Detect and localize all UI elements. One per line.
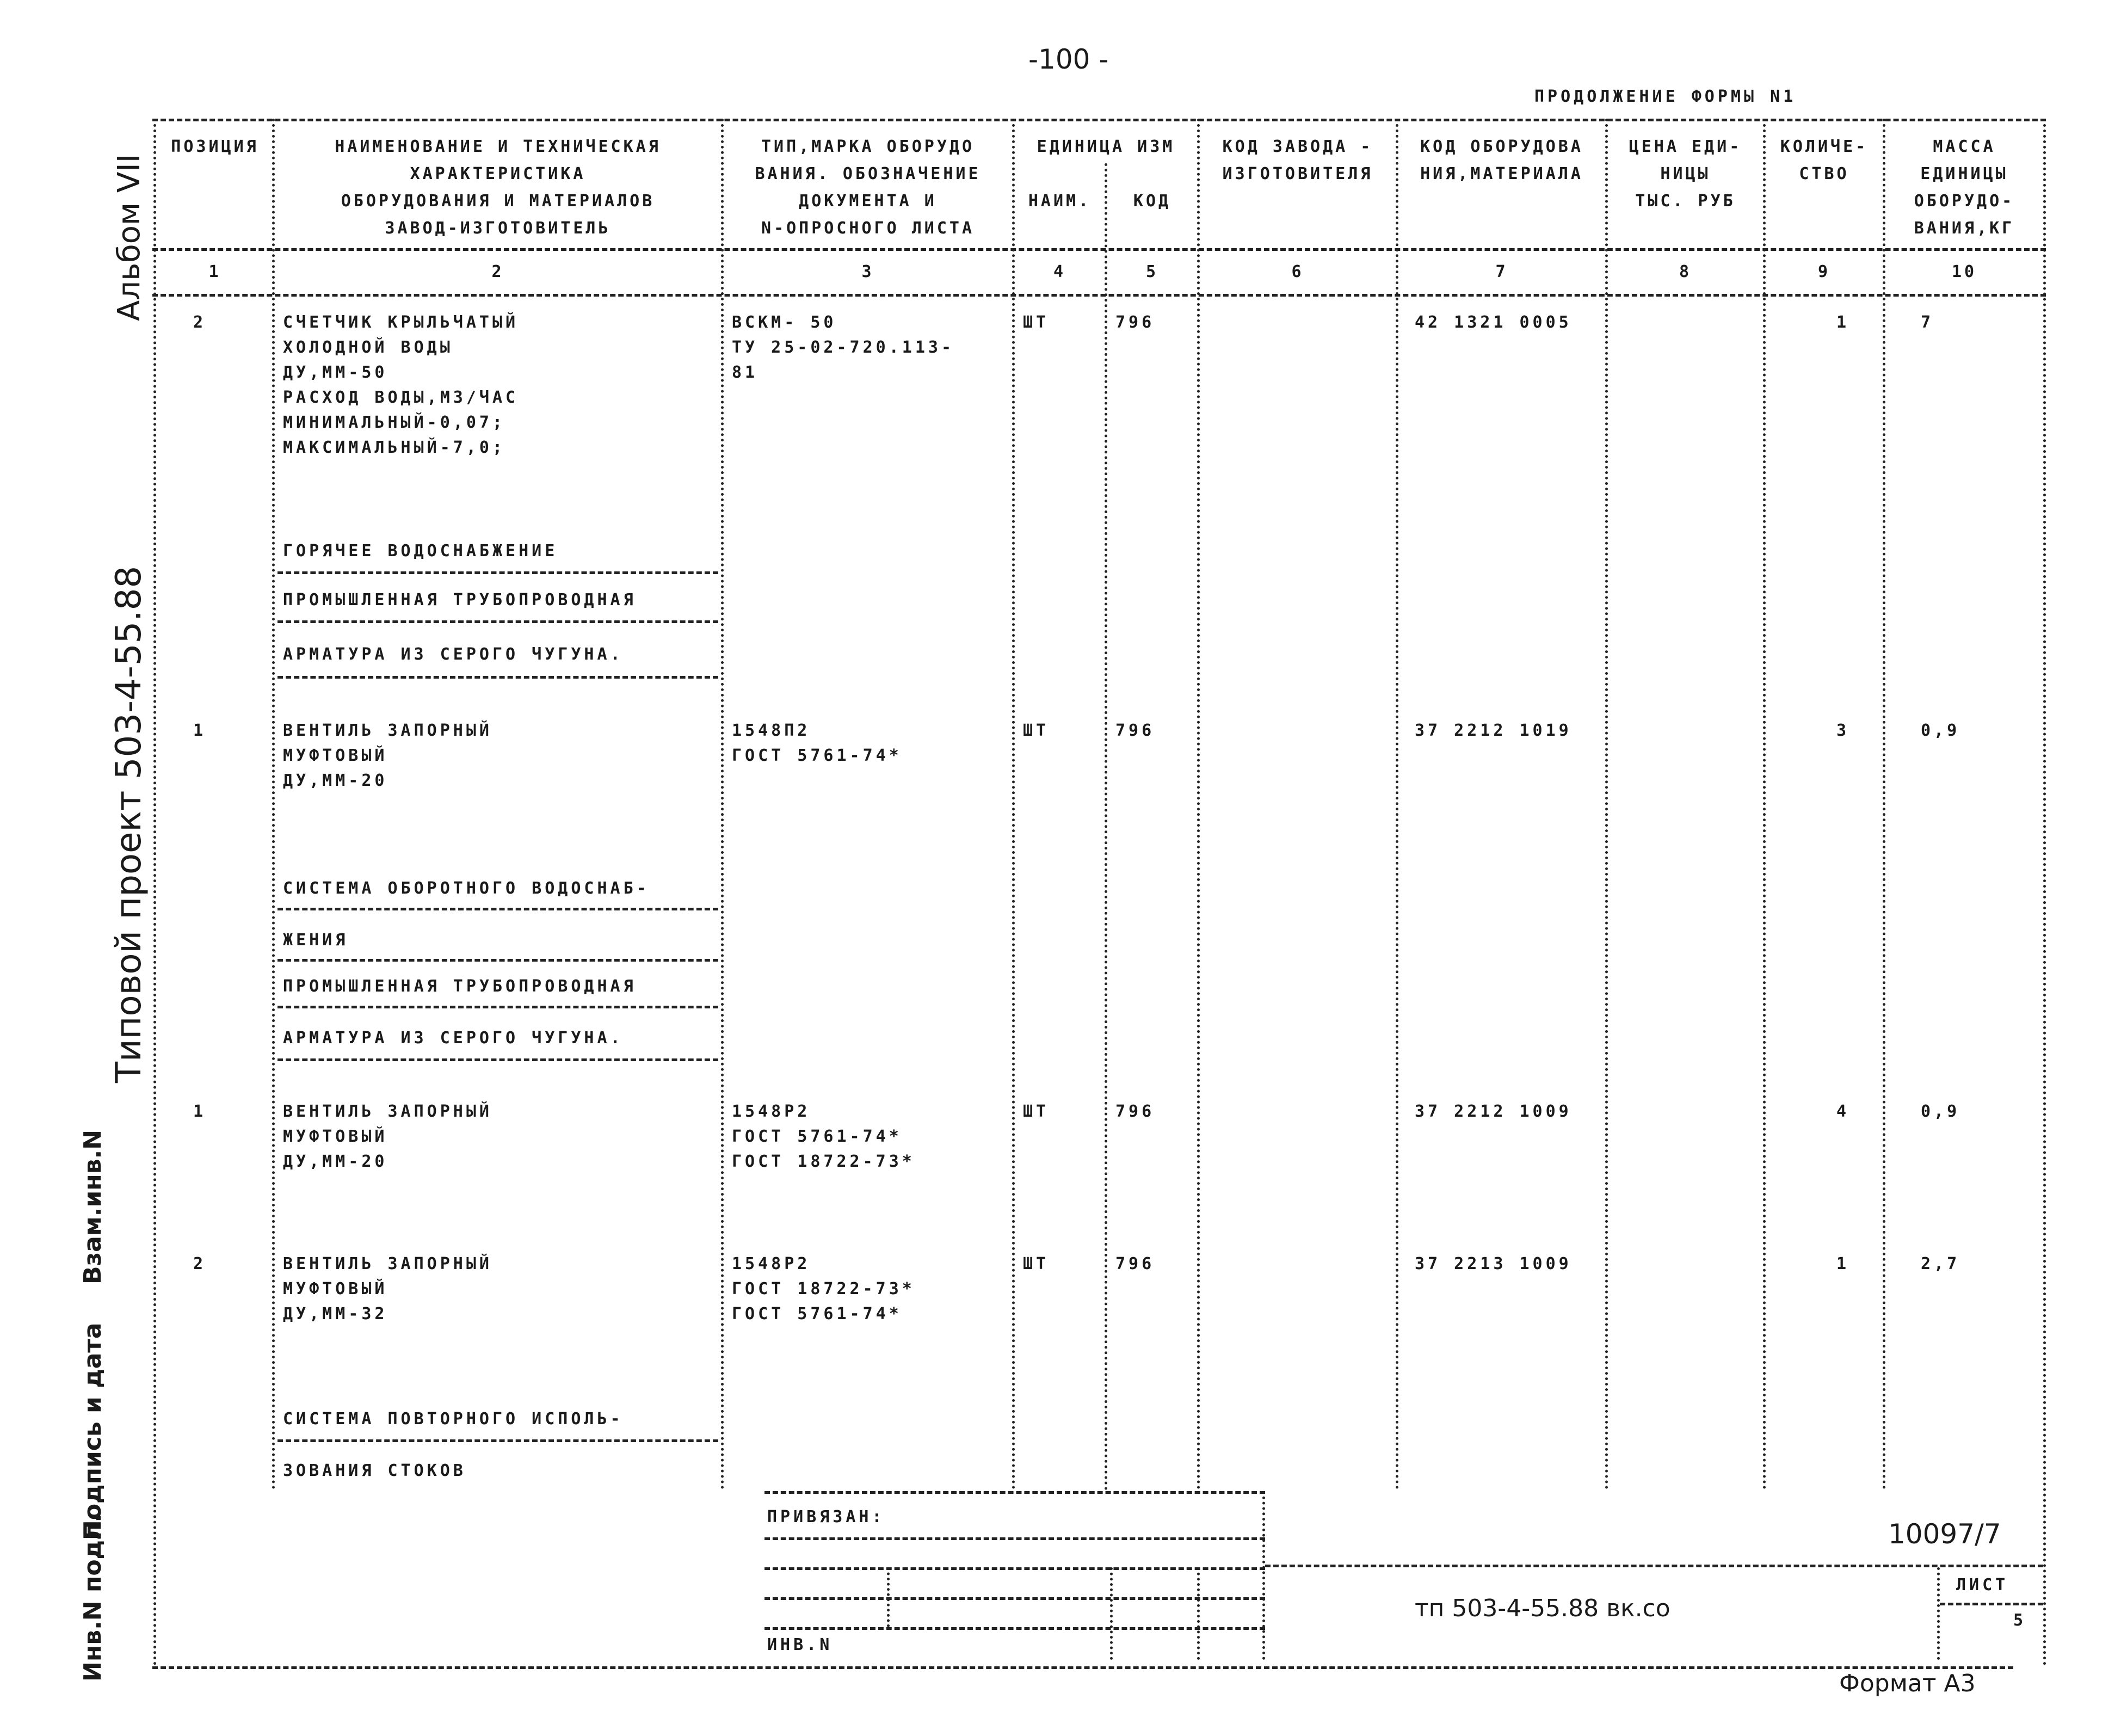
header-bottom <box>152 248 2046 251</box>
section-recycling: СИСТЕМА ОБОРОТНОГО ВОДОСНАБ- <box>283 879 650 898</box>
section-divider <box>278 1006 718 1008</box>
header-factory-code: КОД ЗАВОДА - ИЗГОТОВИТЕЛЯ <box>1222 137 1373 183</box>
item-type-line: ТУ 25-02-720.113- <box>732 338 955 357</box>
item-pos: 1 <box>193 1102 207 1121</box>
stamp-replace: Взам.инв.N <box>79 1129 107 1284</box>
header-price: ЦЕНА ЕДИ- НИЦЫ ТЫС. РУБ <box>1629 137 1742 211</box>
header-name: НАИМЕНОВАНИЕ И ТЕХНИЧЕСКАЯ ХАРАКТЕРИСТИКА ОБОРУДОВАНИЯ И МАТЕРИАЛОВ ЗАВОД-ИЗГОТОВИТЕЛЬ <box>335 137 661 238</box>
colnum-6: 6 <box>1291 262 1304 281</box>
item-name-line: ДУ,ММ-20 <box>283 771 388 790</box>
item-mass: 0,9 <box>1921 1102 1960 1121</box>
project-label: Типовой проект 503-4-55.88 <box>109 565 149 1083</box>
linked-label: ПРИВЯЗАН: <box>767 1507 885 1526</box>
section-recycling-cont: ЖЕНИЯ <box>283 931 349 950</box>
colnum-1: 1 <box>208 262 221 281</box>
item-qty: 4 <box>1836 1102 1850 1121</box>
col-sep-1 <box>272 119 275 1490</box>
album-label: Альбом VII <box>112 153 147 321</box>
item-name-line: МАКСИМАЛЬНЫЙ-7,0; <box>283 438 506 457</box>
section-hot-water: ГОРЯЧЕЕ ВОДОСНАБЖЕНИЕ <box>283 541 558 561</box>
colnum-9: 9 <box>1817 262 1831 281</box>
item-type-line: 81 <box>732 363 759 382</box>
header-unit-code: КОД <box>1133 192 1172 211</box>
header-position: ПОЗИЦИЯ <box>171 137 259 156</box>
item-unit-code: 796 <box>1115 721 1155 740</box>
col-sep-7 <box>1605 119 1608 1490</box>
item-unit: ШТ <box>1023 721 1050 740</box>
format-label: Формат А3 <box>1839 1670 1976 1697</box>
title-block-wide <box>1265 1565 2043 1567</box>
section-divider <box>278 1439 718 1442</box>
section-divider <box>278 908 718 910</box>
section-divider <box>278 676 718 679</box>
item-qty: 1 <box>1836 1254 1850 1273</box>
item-name-line: СЧЕТЧИК КРЫЛЬЧАТЫЙ <box>283 313 519 332</box>
col-sep-8 <box>1763 119 1766 1490</box>
header-unit: ЕДИНИЦА ИЗМ <box>1037 137 1175 156</box>
item-name-line: ДУ,ММ-20 <box>283 1152 388 1171</box>
inv-label: ИНВ.N <box>767 1635 833 1654</box>
item-unit-code: 796 <box>1115 313 1155 332</box>
item-type-line: 1548П2 <box>732 721 811 740</box>
item-type-line: ГОСТ 18722-73* <box>732 1279 915 1298</box>
stamp-inv: Инв.N подл. <box>79 1513 107 1682</box>
item-mass: 0,9 <box>1921 721 1960 740</box>
item-type-line: 1548Р2 <box>732 1102 811 1121</box>
colnum-3: 3 <box>861 262 874 281</box>
item-type-line: ГОСТ 5761-74* <box>732 1304 902 1323</box>
section-armature: АРМАТУРА ИЗ СЕРОГО ЧУГУНА. <box>283 1029 624 1048</box>
item-name-line: ДУ,ММ-32 <box>283 1304 388 1323</box>
title-block-row <box>764 1567 1265 1570</box>
item-type-line: ГОСТ 5761-74* <box>732 746 902 765</box>
header-type: ТИП,МАРКА ОБОРУДО ВАНИЯ. ОБОЗНАЧЕНИЕ ДОКУМЕНТА И N-ОПРОСНОГО ЛИСТА <box>755 137 981 238</box>
item-equip-code: 37 2212 1019 <box>1415 721 1572 740</box>
sheet-number: 5 <box>2013 1611 2027 1630</box>
item-equip-code: 42 1321 0005 <box>1415 313 1572 332</box>
title-block-col <box>1197 1567 1200 1660</box>
section-divider <box>278 620 718 623</box>
sheet-sep <box>1937 1567 1940 1660</box>
colnum-2: 2 <box>491 262 504 281</box>
item-name-line: РАСХОД ВОДЫ,М3/ЧАС <box>283 388 519 407</box>
item-pos: 1 <box>193 721 207 740</box>
item-type-line: ВСКМ- 50 <box>732 313 837 332</box>
col-sep-6 <box>1396 119 1398 1490</box>
col-sep-3 <box>1012 119 1015 1490</box>
header-mass: МАССА ЕДИНИЦЫ ОБОРУДО- ВАНИЯ,КГ <box>1914 137 2015 238</box>
item-pos: 2 <box>193 1254 207 1273</box>
item-unit: ШТ <box>1023 1254 1050 1273</box>
section-reuse: СИСТЕМА ПОВТОРНОГО ИСПОЛЬ- <box>283 1409 624 1429</box>
colnum-4: 4 <box>1053 262 1066 281</box>
title-block-row <box>764 1627 1265 1630</box>
header-equip-code: КОД ОБОРУДОВА НИЯ,МАТЕРИАЛА <box>1420 137 1583 183</box>
col-sep-2 <box>721 119 724 1490</box>
sheet-label: ЛИСТ <box>1956 1575 2009 1595</box>
item-unit: ШТ <box>1023 313 1050 332</box>
title-block-top <box>764 1491 1265 1494</box>
doc-code: тп 503-4-55.88 вк.со <box>1415 1595 1670 1622</box>
item-unit: ШТ <box>1023 1102 1050 1121</box>
item-qty: 3 <box>1836 721 1850 740</box>
item-name-line: МУФТОВЫЙ <box>283 1279 388 1298</box>
frame-bottom <box>152 1666 2013 1669</box>
section-pipeline: ПРОМЫШЛЕННАЯ ТРУБОПРОВОДНАЯ <box>283 977 637 996</box>
item-name-line: ВЕНТИЛЬ ЗАПОРНЫЙ <box>283 1254 492 1273</box>
handwritten-number: 10097/7 <box>1888 1518 2001 1550</box>
item-qty: 1 <box>1836 313 1850 332</box>
title-block-col <box>1110 1567 1113 1660</box>
item-name-line: МИНИМАЛЬНЫЙ-0,07; <box>283 413 506 432</box>
colnum-7: 7 <box>1495 262 1508 281</box>
section-divider <box>278 959 718 962</box>
item-name-line: ВЕНТИЛЬ ЗАПОРНЫЙ <box>283 1102 492 1121</box>
stamp-signature: Подпись и дата <box>79 1322 107 1540</box>
header-quantity: КОЛИЧЕ- СТВО <box>1780 137 1869 183</box>
colnum-10: 10 <box>1951 262 1977 281</box>
item-type-line: ГОСТ 5761-74* <box>732 1127 902 1146</box>
item-type-line: ГОСТ 18722-73* <box>732 1152 915 1171</box>
item-unit-code: 796 <box>1115 1102 1155 1121</box>
title-block-row <box>764 1537 1265 1540</box>
item-name-line: МУФТОВЫЙ <box>283 746 388 765</box>
colnum-8: 8 <box>1679 262 1692 281</box>
item-type-line: 1548Р2 <box>732 1254 811 1273</box>
col-sep-0 <box>153 119 156 1666</box>
title-block-right <box>1262 1491 1265 1660</box>
section-pipeline: ПРОМЫШЛЕННАЯ ТРУБОПРОВОДНАЯ <box>283 590 637 610</box>
colnum-5: 5 <box>1145 262 1159 281</box>
section-armature: АРМАТУРА ИЗ СЕРОГО ЧУГУНА. <box>283 645 624 664</box>
col-sep-4 <box>1105 163 1107 1491</box>
section-divider <box>278 571 718 574</box>
item-mass: 7 <box>1921 313 1934 332</box>
item-mass: 2,7 <box>1921 1254 1960 1273</box>
header-unit-name: НАИМ. <box>1028 192 1092 211</box>
item-name-line: ВЕНТИЛЬ ЗАПОРНЫЙ <box>283 721 492 740</box>
sheet-divider <box>1940 1603 2043 1605</box>
continuation-title: ПРОДОЛЖЕНИЕ ФОРМЫ N1 <box>1534 87 1797 106</box>
item-equip-code: 37 2213 1009 <box>1415 1254 1572 1273</box>
item-pos: 2 <box>193 313 207 332</box>
page-number: -100 - <box>1028 44 1109 75</box>
item-name-line: МУФТОВЫЙ <box>283 1127 388 1146</box>
frame-top <box>152 119 2046 121</box>
title-block-row <box>764 1597 1265 1600</box>
item-name-line: ДУ,ММ-50 <box>283 363 388 382</box>
title-block-col <box>887 1567 890 1627</box>
section-divider <box>278 1058 718 1061</box>
item-equip-code: 37 2212 1009 <box>1415 1102 1572 1121</box>
item-name-line: ХОЛОДНОЙ ВОДЫ <box>283 338 453 357</box>
item-unit-code: 796 <box>1115 1254 1155 1273</box>
col-sep-10 <box>2043 119 2046 1666</box>
col-sep-5 <box>1197 119 1200 1490</box>
section-reuse-cont: ЗОВАНИЯ СТОКОВ <box>283 1461 466 1480</box>
colnum-bottom <box>152 294 2046 297</box>
col-sep-9 <box>1883 119 1885 1490</box>
